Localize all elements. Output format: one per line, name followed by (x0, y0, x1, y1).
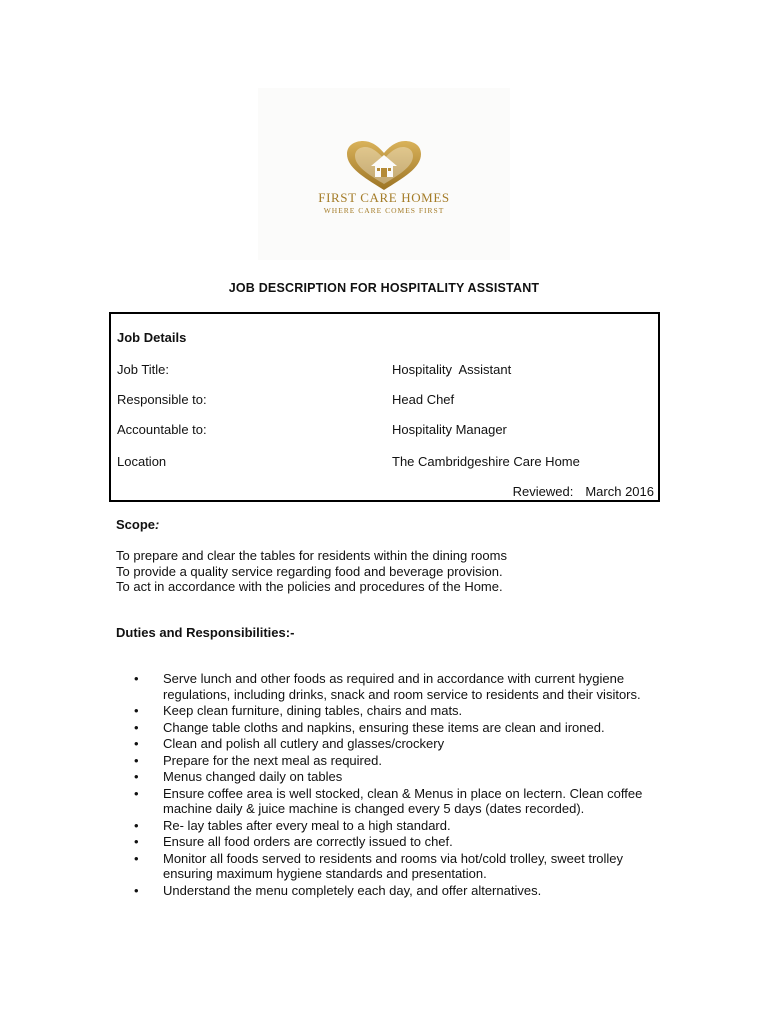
job-details-heading: Job Details (117, 330, 187, 345)
detail-label: Job Title: (117, 362, 170, 377)
company-logo (258, 88, 510, 260)
scope-line: To provide a quality service regarding food and beverage provision. (116, 563, 503, 579)
duty-text: Understand the menu completely each day, and offer alternatives. (163, 882, 542, 898)
duty-text: Re- lay tables after every meal to a high standard. (163, 817, 451, 833)
detail-label: Responsible to: (117, 392, 207, 407)
duty-text: Clean and polish all cutlery and glasses/crockery (163, 736, 445, 751)
list-item (134, 703, 654, 719)
duty-text: Change table cloths and napkins, ensuring these items are clean and ironed. (163, 719, 605, 735)
duty-text: Ensure coffee area is well stocked, clean & Menus in place on lectern. Clean coffee machine daily & juice machine is changed every 5 days (dates recorded). (163, 785, 643, 816)
job-details-box (109, 312, 660, 502)
duty-text: Keep clean furniture, dining tables, chairs and mats. (163, 703, 463, 718)
detail-row-job-title (117, 362, 652, 380)
list-item (134, 786, 654, 817)
scope-heading (116, 517, 159, 532)
bullet-icon: • (134, 719, 139, 735)
reviewed-value: March 2016 (585, 484, 654, 499)
scope-line: To act in accordance with the policies and procedures of the Home. (116, 579, 503, 594)
scope-heading-text: Scope (116, 517, 156, 532)
list-item (134, 818, 654, 834)
duty-text: Prepare for the next meal as required. (163, 752, 382, 768)
scope-line: To prepare and clear the tables for residents within the dining rooms (116, 548, 507, 563)
detail-row-accountable-to (117, 422, 652, 440)
detail-value: Hospitality Manager (392, 422, 507, 437)
detail-value: Head Chef (392, 392, 455, 407)
bullet-icon: • (134, 834, 139, 849)
logo-tagline: WHERE CARE COMES FIRST (323, 206, 445, 215)
bullet-icon: • (134, 703, 139, 718)
detail-row-responsible-to (117, 392, 652, 410)
duty-text: Menus changed daily on tables (163, 769, 343, 784)
list-item (134, 883, 654, 899)
bullet-icon: • (134, 671, 139, 686)
reviewed-label: Reviewed: (512, 484, 574, 499)
list-item (134, 834, 654, 850)
bullet-icon: • (134, 850, 139, 866)
heart-house-icon (343, 140, 425, 192)
bullet-icon: • (134, 752, 139, 768)
duty-text: Monitor all foods served to residents and rooms via hot/cold trolley, sweet trolley ensuring maximum hygiene standards and presentation. (163, 850, 624, 881)
bullet-icon: • (134, 736, 139, 751)
scope-text (116, 548, 507, 595)
detail-label: Location (117, 454, 167, 469)
detail-value: The Cambridgeshire Care Home (392, 454, 580, 469)
bullet-icon: • (134, 769, 139, 784)
duties-heading: Duties and Responsibilities:- (116, 625, 295, 640)
list-item (134, 736, 654, 752)
reviewed-date (513, 484, 654, 499)
bullet-icon: • (134, 817, 139, 833)
bullet-icon: • (134, 785, 139, 801)
bullet-icon: • (134, 882, 139, 898)
scope-heading-colon: : (155, 517, 160, 532)
duty-text: Serve lunch and other foods as required and in accordance with current hygiene regulations, including drinks, snack and room service to residents and their visitors. (163, 671, 641, 702)
duty-text: Ensure all food orders are correctly issued to chef. (163, 834, 453, 849)
detail-row-location (117, 454, 652, 472)
list-item (134, 769, 654, 785)
list-item (134, 851, 654, 882)
document-title: JOB DESCRIPTION FOR HOSPITALITY ASSISTANT (228, 281, 540, 295)
detail-label: Accountable to: (117, 422, 207, 437)
list-item (134, 720, 654, 736)
logo-name: FIRST CARE HOMES (318, 190, 450, 205)
detail-value: Hospitality Assistant (392, 362, 512, 377)
list-item (134, 671, 654, 702)
list-item (134, 753, 654, 769)
duties-list (134, 671, 654, 899)
